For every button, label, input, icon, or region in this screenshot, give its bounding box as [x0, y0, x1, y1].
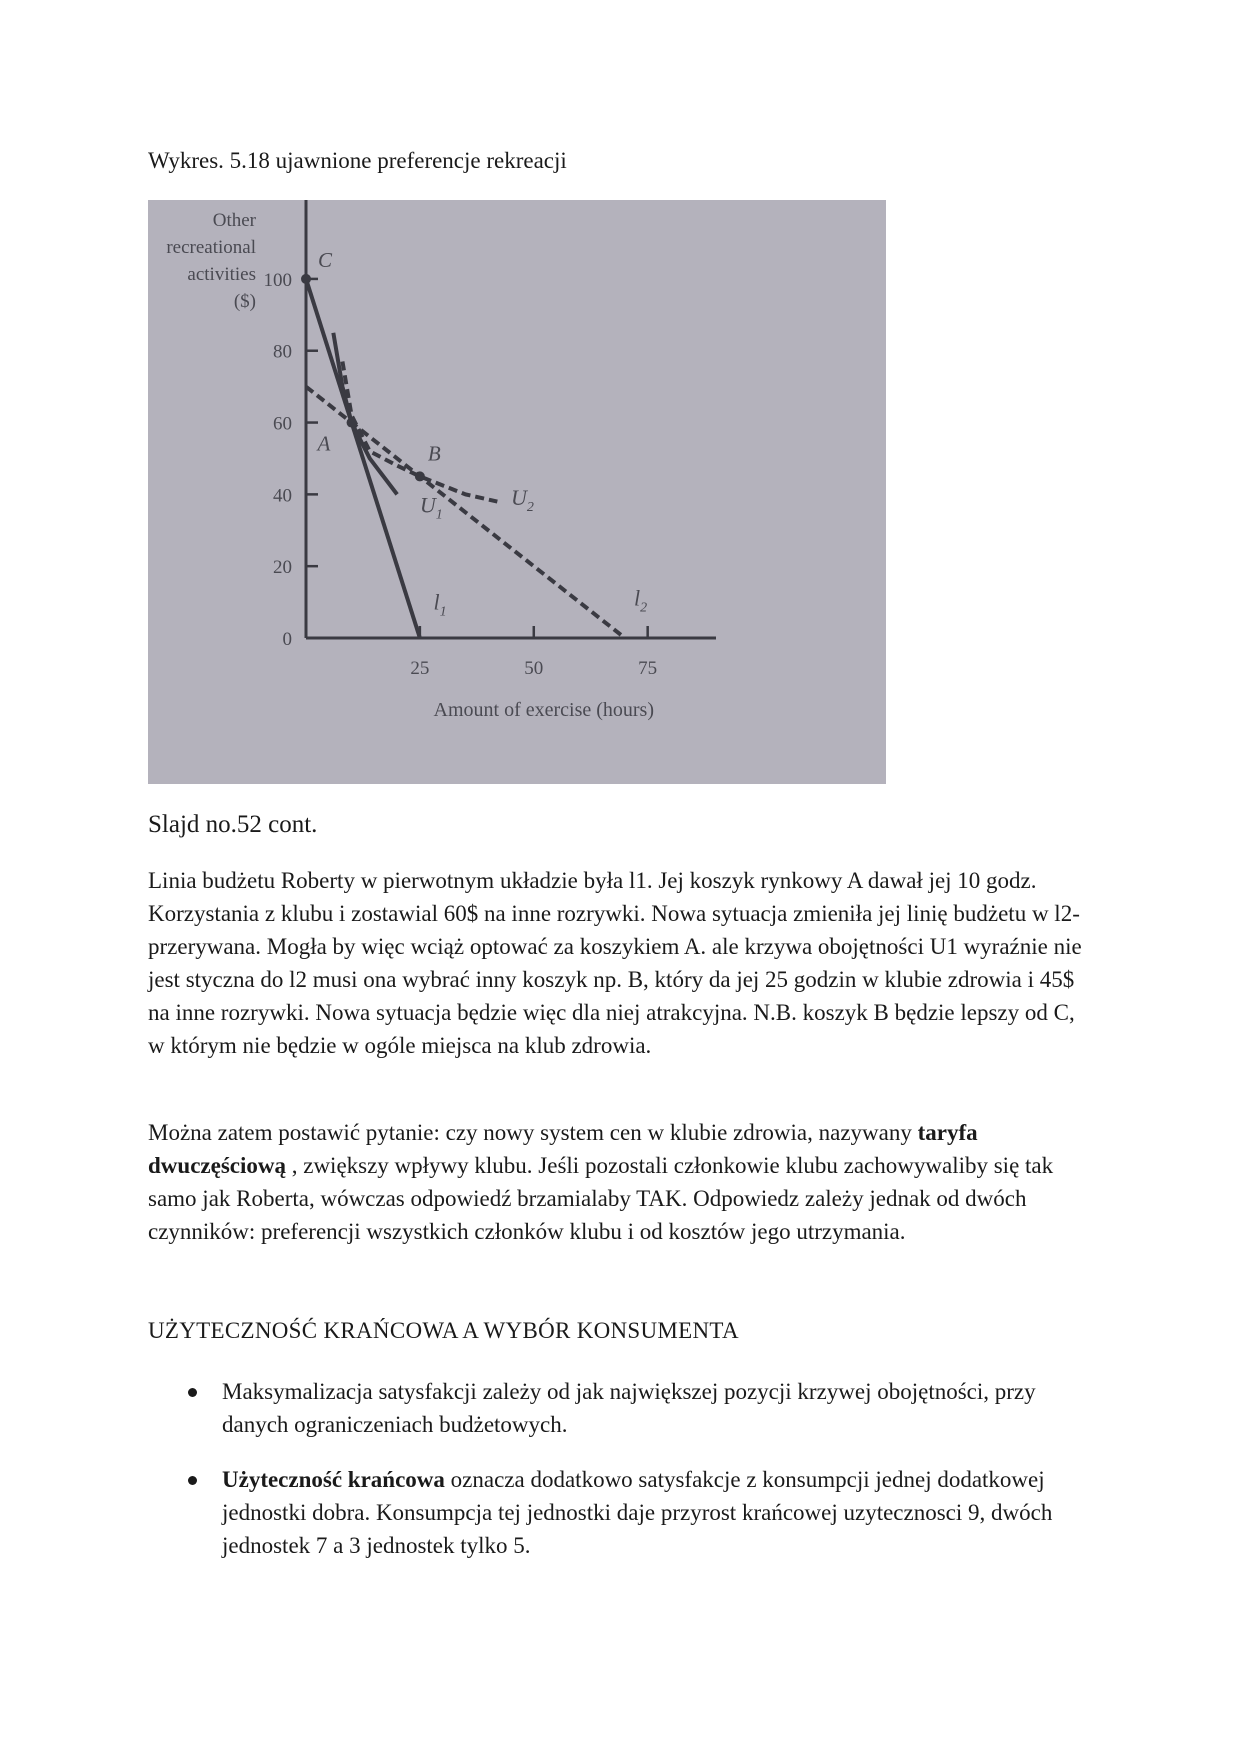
series-l1 — [306, 279, 420, 638]
curve-label: $U_2$ — [511, 485, 534, 516]
para2-text-2: , zwiększy wpływy klubu. Jeśli pozostali członkowie klubu zachowywaliby się tak samo jak Roberta, wówczas odpowiedź brzamialaby TAK. Odpowiedz zależy jednak od dwóch czynników: preferencji wszystkich członków klubu i od kosztów jego utrzymania. — [148, 1153, 1054, 1244]
point-label-b: B — [427, 441, 441, 466]
y-tick-label: 100 — [263, 269, 292, 291]
figure-caption: Wykres. 5.18 ujawnione preferencje rekreacji — [148, 148, 567, 173]
term-two-part-tariff: taryfa dwuczęściową — [148, 1120, 978, 1178]
y-axis-label — [166, 210, 256, 312]
point-a — [347, 418, 357, 428]
y-axis-label-line: activities — [187, 264, 256, 285]
paragraph-budget-line: Linia budżetu Roberty w pierwotnym układzie była l1. Jej koszyk rynkowy A dawał jej 10 godz. Korzystania z klubu i zostawial 60$ na inne rozrywki. Nowa sytuacja zmieniła jej linię budżetu w l2-przerywana. Mogła by więc wciąż optować za koszykiem A. ale krzywa obojętności U1 wyraźnie nie jest styczna do l2 musi ona wybrać inny koszyk np. B, który da jej 25 godzin w klubie zdrowia i 45$ na inne rozrywki. Nowa sytuacja będzie więc dla niej atrakcyjna. N.B. koszyk B będzie lepszy od C, w którym nie będzie w ogóle miejsca na klub zdrowia. — [148, 868, 1082, 1058]
bullet-icon — [188, 1476, 197, 1485]
point-label-a: A — [317, 431, 331, 456]
slide-label: Slajd no.52 cont. — [148, 811, 318, 838]
bullet-text: Maksymalizacja satysfakcji zależy od jak największej pozycji krzywej obojętności, przy danych ograniczeniach budżetowych. — [222, 1379, 1036, 1437]
y-axis-label-line: Other — [212, 210, 256, 231]
point-b — [415, 471, 425, 481]
list-item — [178, 1463, 1083, 1562]
x-tick-label: 50 — [524, 658, 544, 679]
x-tick-label: 75 — [638, 658, 658, 679]
bullet-text: oznacza dodatkowo satysfakcje z konsumpcji jednej dodatkowej jednostki dobra. Konsumpcja tej jednostki daje przyrost krańcowej uzytecznosci 9, dwóch jednostek 7 a 3 jednostek tylko 5. — [222, 1467, 1053, 1558]
bullet-list — [178, 1375, 1083, 1562]
y-axis-label-line: ($) — [233, 291, 256, 312]
term-marginal-utility: Użyteczność krańcowa — [222, 1467, 445, 1492]
x-tick-label: 25 — [410, 658, 430, 679]
point-c — [301, 274, 311, 284]
point-label-c: C — [318, 247, 333, 272]
y-axis-label-line: recreational — [166, 237, 256, 258]
y-tick-label: 40 — [273, 485, 292, 507]
y-tick-label: 80 — [273, 341, 292, 363]
list-item — [178, 1375, 1083, 1441]
x-axis-label: Amount of exercise (hours) — [433, 699, 655, 721]
section-title: UŻYTECZNOŚĆ KRAŃCOWA A WYBÓR KONSUMENTA — [148, 1318, 739, 1343]
y-tick-label: 20 — [273, 557, 292, 579]
chart-figure — [148, 200, 886, 784]
curve-label: $U_1$ — [419, 492, 443, 523]
bullet-icon — [188, 1388, 197, 1397]
y-tick-label: 60 — [273, 413, 292, 435]
paragraph-two-part-tariff — [148, 1116, 1083, 1248]
axes — [306, 200, 716, 638]
indifference-chart — [148, 200, 886, 784]
para2-text-1: Można zatem postawić pytanie: czy nowy system cen w klubie zdrowia, nazywany — [148, 1120, 918, 1145]
curve-label: $l_1$ — [433, 589, 447, 620]
y-tick-label: 0 — [282, 629, 292, 650]
curve-label: $l_2$ — [634, 585, 648, 616]
